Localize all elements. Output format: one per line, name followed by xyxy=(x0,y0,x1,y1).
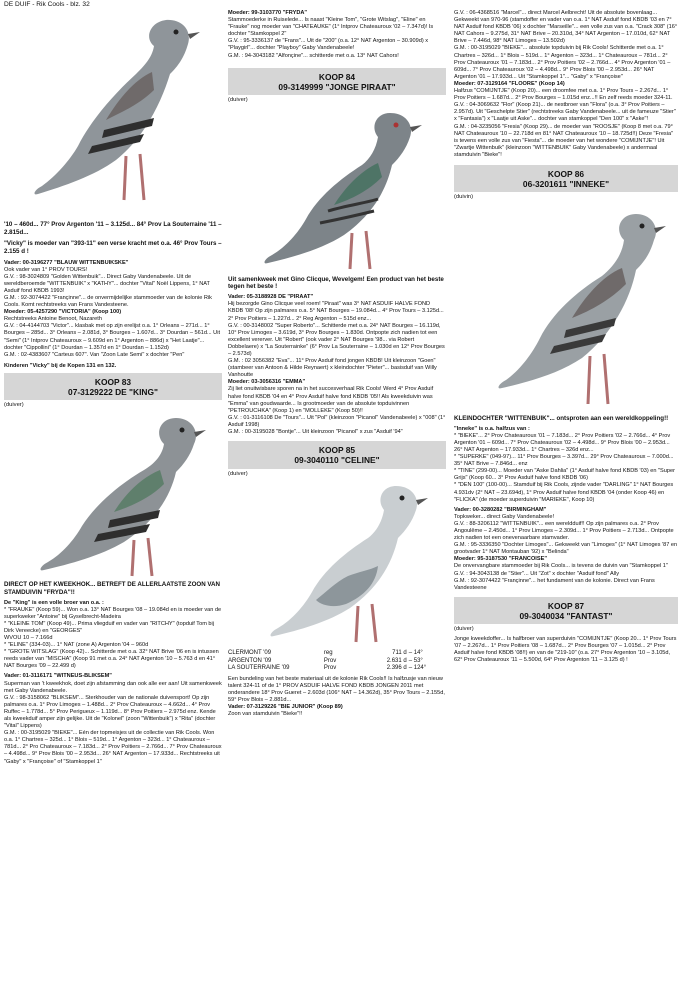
koop-number: KOOP 87 xyxy=(547,600,585,611)
paragraph: De onvervangbare stammoeder bij Rik Cools... is tevens de duivin van "Stamkoppel 1" xyxy=(454,563,668,570)
paragraph: "Inneke" is o.a. halfzus van : xyxy=(454,425,530,432)
pigeon-photo-celine xyxy=(228,480,446,648)
sex-label: (duiver) xyxy=(454,626,474,633)
race-count: 2.631 d xyxy=(386,657,407,664)
koop-83-title-box xyxy=(4,373,222,401)
paragraph: * "TINE" (299-00)... Moeder van "Aske Dahlia" (1° Asduif halve fond KBDB '03) en "Super Grijs" (Koop 60... 3° Prov Asduif halve fond KBDB '06) xyxy=(454,468,675,482)
paragraph: Moeder: 99-3103770 "FRYDA" xyxy=(228,10,308,16)
pigeon-photo-jonge-piraat xyxy=(228,107,446,275)
paragraph: Vader: 00-3280282 "BIRMINGHAM" xyxy=(454,506,547,513)
paragraph: Zoon van stamduivin "Bieke"!! xyxy=(228,711,303,718)
paragraph: De "King" is een volle broer van o.a. : xyxy=(4,599,104,606)
paragraph: Vader: 05-3188928 DE "PIRAAT" xyxy=(228,294,314,301)
race-place: – 53° xyxy=(408,657,423,664)
paragraph: Zij liet onuitwisbare sporen na in het succesverhaal Rik Cools! Werd 4° Prov Asduif halve fond KBDB '04 en 4° Prov Asduif halve fond KBDB '05!! Als kweekduivin was "Emma" van goudwaarde... Is grootmoeder van de absolute topduivinnen "PETROUCHKA" (Koop 1) en "MOLLEKE" (Koop 50)!! xyxy=(228,386,434,414)
sex-label: (duiver) xyxy=(228,470,248,477)
column-2 xyxy=(228,10,446,718)
koop-number: KOOP 83 xyxy=(94,376,132,387)
koop-ring: 07-3129222 DE "KING" xyxy=(68,387,158,398)
paragraph: Moeder: 95-3187530 "FRANCOISE" xyxy=(454,556,547,563)
paragraph: G.V. : 01-3116108 De "Tours"... Uit "Pol" (kleinzoon "Picanol" Vandenabeele) x "008" (1° Asduif 1998) xyxy=(228,414,446,428)
paragraph: WVOU 10 – 7.166d xyxy=(4,634,53,641)
paragraph: Halfzus "COMIJNTJE" (Koop 20)... een droomfee met o.a. 1° Prov Tours – 2.267d... 1° Prov Poitiers – 1.687d... 2° Prov Bourges – 1.015d enz...!! En zelf reeds moeder 324-11. xyxy=(454,88,673,102)
paragraph: G.V. : 04-3069632 "Flor" (Koop 21)... de nestbroer van "Flora" (o.a. 3° Prov Poitiers – 2.957d). Uit "Geschelpte Stier" (rechtstreeks Gaby Vandenabeele... uit de fameuze "Stier" x "Fantasia") x "Laatje uit Aske"... dochter van stamkoppel "Den 100" x "Aske"! xyxy=(454,102,676,123)
koop-number: KOOP 85 xyxy=(318,445,356,456)
koop-ring: 09-3040034 "FANTAST" xyxy=(519,611,613,622)
paragraph: G.V. : 98-3024809 "Golden Wittenbuik"... Direct Gaby Vandenabeele. Uit de wereldberoemde "WITTENBUIK" x "KATHY"... dochter "Vital" Noël Lippens, 1° NAT Asduif fond KBDB 1993! xyxy=(4,273,210,294)
paragraph: G.M. : 02-4383607 "Carteus 607". Van "Zoon Late Semi" x dochter "Pen" xyxy=(4,351,185,358)
paragraph: Rechtstreeks Antoine Benoot, Nazareth xyxy=(4,316,102,323)
paragraph: G.V. : 98-3158062 "BLIKSEM"... Sterkhouder van de nationale duivensport! Op zijn palmares o.a. 1° Prov Limoges – 1.488d... 2° Prov Chateauroux – 4.662d... 4° Prov Ruffec – 1.778d... 5° Prov Perigueux – 1.119d... 8° Prov Poitiers – 2.975d enz. Kende als kweekduif amper zijn gelijke. Uit de "Kolonel" (zoon "Wittenbuik") x "Rita" (dochter "Vital" Lippens) xyxy=(4,694,216,730)
paragraph: Kinderen "Vicky" bij de Kopen 131 en 132. xyxy=(4,362,117,369)
paragraph: * "KLEINE TOM" (Koop 49)... Prima vliegduif en vader van "RITCHY" (topduif Tom bij Dirk Vereecke) en "GEORGES" xyxy=(4,620,215,634)
koop-ring: 09-3040110 "CELINE" xyxy=(294,455,380,466)
paragraph: G.V. : 00-3148002 "Super Roberto"... Schitterde met o.a. 24° NAT Bourges – 16.119d, 10° Prov Limoges – 3.619d, 3° Prov Bourges – 1.830d. Ontpopte zich nadien tot een excellent vererver. Uit "Robert" (ook vader 2° NAT Bourges '98... via Robert Dobbelaere) x "La Souterrainke" (6° Prov La Souterraine – 1.030d en 12° Prov Bourges – 2.573d) xyxy=(228,322,445,358)
pigeon-photo-king xyxy=(4,412,222,580)
koop-85-title-box xyxy=(228,441,446,469)
paragraph: * "DEN 100" (100-00)... Stamduif bij Rik Cools, zijnde vader "DARLING" 1° NAT Bourges 4.931dv (2° NAT – 23.694d), 1° Prov Asduif halve fond KBDB '04 (onder Koop 46) en "FLICKA" (de moeder superduivin "MARIEKE", Koop 10) xyxy=(454,482,674,503)
paragraph: Jonge kweekdoffer... Is halfbroer van superduivin "COMIJNTJE" (Koop 20... 1° Prov Tours '07 – 2.267d... 1° Prov Poitiers '08 – 1.687d... 2° Prov Bourges '07 – 1.015d... 2° Prov Asduif halve fond KBDB '08!!) en van de "219-10" (o.a. 27° Prov Argenton '10 – 3.105d, 62° Prov Chateauroux '11 – 5.500d, 64° Prov Argenton '11 – 3.125 d) ! xyxy=(454,635,677,663)
paragraph: Een bundeling van het beste materiaal uit de kolonie Rik Cools!! Is halfzusje van nieuw talent 324-11 of de 1° PROV ASDUIF HALVE FOND KBDB JONGEN 2011 met onderandere 18° Prov Gueret – 2.603d (106° NAT – 14.362d), 35° Prov Tours – 2.155d, 59° Prov Blois – 2.881d... xyxy=(228,675,445,704)
race-category: Prov xyxy=(323,665,337,672)
table-row xyxy=(228,658,446,666)
race-count: 2.396 d xyxy=(386,665,407,672)
paragraph: G.M. : 00-3195029 "BIEKE"... absolute topduivin bij Rik Cools! Schitterde met o.a. 1° Chartres – 326d... 1° Blois – 519d... 1° Argenton – 323d... 1° Chateauroux – 781d... 2° Prov Chateauroux '01 – 7.183d... 2° Prov Poitiers '02 – 2.766d... 4° Prov Argenton '01 – 609d... 7° Prov Chateauroux '02 – 4.498d... 9° Prov Blois '00 – 2.953d... 26° NAT Argenton '01 – 17.933d... Uit "Stamkoppel 1"... "Gaby" x "Françoise" xyxy=(454,45,671,80)
column-1 xyxy=(4,10,222,766)
paragraph: G.M. : 92-3074422 "Françinne"... het fundament van de kolonie. Direct van Frans Vandesteene xyxy=(454,577,655,591)
paragraph: G.M. : 00-3195028 "Bontje"... Uit kleinzoon "Picanol" x zus "Asduif '94" xyxy=(228,429,403,436)
table-row xyxy=(228,665,446,673)
paragraph: Vader: 07-3129226 "BIE JUNIOR" (Koop 89) xyxy=(228,704,343,711)
paragraph: Moeder: 03-3056316 "EMMA" xyxy=(228,379,306,386)
paragraph: * "GROTE WITSLAG" (Koop 42)... Schitterde met o.a. 32° NAT Brive '06 en is intussen reeds vader van "MISCHA" (Koop 91 met o.a. 24° NAT Argenton '10 – 5.763 d en 41° NAT Bourges '09 – 22.499 d) xyxy=(4,649,219,670)
paragraph: Superman van 't kweekhok, doet zijn afstamming dan ook alle eer aan! Uit samenkweek met Gaby Vandenabeele. xyxy=(4,680,222,694)
paragraph: Topkweker... direct Gaby Vandenabeele! xyxy=(454,513,555,520)
vicky-caption: '10 – 460d... 77° Prov Argenton '11 – 3.125d... 84° Prov La Souterraine '11 – 2.815d... xyxy=(4,221,222,236)
column-3 xyxy=(454,10,678,664)
koop-86-title-box xyxy=(454,165,678,193)
koop-ring: 09-3149999 "JONGE PIRAAT" xyxy=(278,81,396,92)
paragraph: * "BIEKE"... 2° Prov Chateauroux '01 – 7.183d... 2° Prov Poitiers '02 – 2.766d... 4° Prov Argenton '01 – 609d... 7° Prov Chateauroux '02 – 4.498d... 9° Prov Blois '00 – 2.953d... 26° NAT Argenton – 17.933d... 1° Chartres – 326d enz... xyxy=(454,432,671,453)
paragraph: Hij bezorgde Gino Clicque veel roem! "Piraat" was 3° NAT ASDUIF HALVE FOND KBDB '08! Op zijn palmares o.a. 5° NAT Bourges – 19.084d... 4° Prov Tours – 3.125d... 2° Prov Poitiers – 1.227d... 2° Reg Argenton – 515d enz... xyxy=(228,301,444,322)
sex-label: (duivin) xyxy=(454,194,474,201)
paragraph: G.M. : 00-3195029 "BIEKE"... Eén der topmeisjes uit de collectie van Rik Cools. Won o.a. 1° Chartres – 325d... 1° Blois – 519d... 1° Argenton – 323d... 1° Chateauroux – 781d... 2° Pro Chateauroux – 7.183d... 2° Prov Poitiers – 2.766d... 7° Prov Chateauroux – 4.498d... 9° Prov Blois '00 – 2.953d... 26° NAT Argenton – 17.933d... Rechtstreeks uit "Gaby" x "Françoise" of "Stamkoppel 1" xyxy=(4,730,222,765)
paragraph: G.M. : 02 3056382 "Eva"... 11° Prov Asduif fond jongen KBDB! Uit kleinzoon "Goen" (stambeer van Antoon & Hilde Reynaert) x kleindochter "Pieter"... basisduif van Willy Vanhoutte xyxy=(228,358,437,379)
paragraph: * "ELINE" (334-03)... 1° NAT (zone A) Argenton '04 – 960d xyxy=(4,642,149,649)
table-row xyxy=(228,650,446,658)
paragraph: Vader: 01-3116171 "WITNEUS-BLIKSEM" xyxy=(4,673,112,680)
race-category: reg xyxy=(323,650,333,656)
results-table xyxy=(228,650,446,673)
paragraph: Moeder: 07-3129164 "FLOORE" (Koop 14) xyxy=(454,80,565,87)
king-caption: DIRECT OP HET KWEEKHOK... BETREFT DE ALLERLAATSTE ZOON VAN STAMDUIVIN "FRYDA"!! xyxy=(4,580,220,596)
jonge-piraat-caption: Uit samenkweek met Gino Clicque, Wevelgem! Een product van het beste tegen het beste ! xyxy=(228,275,444,291)
paragraph: G.M. : 94-3043182 "Alfonçine"... schitterde met o.a. 13° NAT Cahors! xyxy=(228,52,399,59)
koop-number: KOOP 86 xyxy=(547,168,585,179)
paragraph: G.V. : 94-3043138 de "Stier"... Uit "Zot" x dochter "Asduif fond" Ally xyxy=(454,570,619,577)
paragraph: * "SUPERKE" (049-97)... 11° Prov Bourges – 3.397d... 29° Prov Chateauroux – 7.000d... 35° NAT Brive – 7.846d... enz xyxy=(454,454,674,468)
paragraph: Ook vader van 1° PROV TOURS! xyxy=(4,266,88,273)
race-category: Prov xyxy=(323,657,337,664)
paragraph: Moeder: 05-4257290 "VICTORIA" (Koop 100) xyxy=(4,309,122,316)
koop-number: KOOP 84 xyxy=(318,71,356,82)
race-count: 711 d xyxy=(392,650,407,656)
paragraph: G.V. : 95-3336137 de "Frans"... Uit de "200" (o.a. 12° NAT Argenton – 30.909d) x "Playgirl"... dochter "Playboy" Gaby Vandenabeele! xyxy=(228,38,429,52)
pigeon-photo-inneke xyxy=(454,204,678,414)
koop-87-title-box xyxy=(454,597,678,625)
paragraph: "Vicky" is moeder van "393-11" een verse kracht met o.a. 46° Prov Tours – 2.155 d ! xyxy=(4,239,222,255)
race-name: LA SOUTERRAINE '09 xyxy=(228,665,290,672)
koop-84-title-box xyxy=(228,68,446,96)
race-name: ARGENTON '09 xyxy=(228,657,272,664)
paragraph: * "FRAUKE" (Koop 59)... Won o.a. 13° NAT Bourges '08 – 19.084d en is moeder van de superkweker "Antoine" bij Gyselbrecht-Madeira xyxy=(4,606,222,620)
paragraph: G.M. : 92-3074422 "Françinne"... de onvermijdelijke stammoeder van de kolonie Rik Cools. Komt rechtstreeks van Frans Vandesteene. xyxy=(4,294,212,309)
race-name: CLERMONT '09 xyxy=(228,650,272,656)
paragraph: G.M. : 95-3336350 "Dochter Limoges"... Gekweekt van "Limoges" (1° NAT Limoges '87 en grootvader 1° NAT Montauban '92) x "Belinda" xyxy=(454,542,678,556)
paragraph: G.V. : 88-3206112 "WITTENBUIK"... een wereldduif!! Op zijn palmares o.a. 2° Prov Angoulême – 2.450d... 1° Prov Limoges – 2.309d... 1° Prov Poitiers – 2.713d... Ontpopte zich nadien tot een onevenaarbare stamvader. xyxy=(454,520,674,542)
paragraph: G.V. : 06-4368516 "Marcel"... direct Marcel Aelbrecht! Uit de absolute bovenlaag... Gekweekt van 970-96 (stamdoffer en vader van o.a. 1° NAT Asduif fond KBDB '03 en 7° NAT Asduif fond KBDB '06) x dochter "Marseille"... een volle zus van o.a. "Crack 308" (16° NAT Cahors – 9.275d, 31° NAT Brive – 20.310d, 34° NAT Argenton – 17.010d, 62° NAT Brive – 7.446d, 98° NAT Limoges – 13.502d) xyxy=(454,10,678,45)
paragraph: G.V. : 04-4144703 "Victor"... klasbak met op zijn erelijst o.a. 1° Orleans – 271d... 1° Bourges – 285d... 3° Orleans – 2.081d, 3° Bourges – 1.607d... 3° Dourdan – 561d... Uit "Semi" (1° Intprov Chateauroux – 9.609d en 1° Argenton – 886d) x "Het Laatje"... dochter "Cippollini" (1° Dourdan – 1.357d en 1° Dourdan – 1.152d) xyxy=(4,323,220,351)
inneke-caption: KLEINDOCHTER "WITTENBUIK"... ontsproten aan een wereldkoppeling!! xyxy=(454,414,669,422)
pigeon-photo-vicky xyxy=(4,10,222,220)
koop-ring: 06-3201611 "INNEKE" xyxy=(522,179,610,190)
paragraph: Stammoederke in Ruiselede... Is naast "Kleine Tom", "Grote Witslag", "Eline" en "Frauke" nog moeder van "CHATEAUKE" (1° Intprov Chateauroux '02 – 7.347d)! Is dochter "Stamkoppel 2" xyxy=(228,17,434,38)
sex-label: (duiver) xyxy=(4,402,24,409)
race-place: – 14° xyxy=(408,650,423,656)
sex-label: (duiver) xyxy=(228,97,248,104)
page-header: DE DUIF - Rik Cools - blz. 32 xyxy=(4,1,90,8)
paragraph: G.M. : 04-3235056 "Fresia" (Koop 29)... de moeder van "ROOSJE" (Koop 8 met o.a. 79° NAT Chateauroux '10 – 22.718d en 81° NAT Chateauroux '10 – 18.725d!!) Deze "Fresia" is tevens een volle zus van "Fiesta"... de moeder van het wondere "COMIJNTJE"! Uit "Zwartje Wittenbuik" (kleinzoon "WITTENBUIK" Gaby Vandenabeele) x andermaal stamduivin "Bieke"! xyxy=(454,123,674,158)
race-place: – 124° xyxy=(408,665,427,672)
paragraph: Vader: 00-3196277 "BLAUW WITTENBUIKSKE" xyxy=(4,259,129,266)
